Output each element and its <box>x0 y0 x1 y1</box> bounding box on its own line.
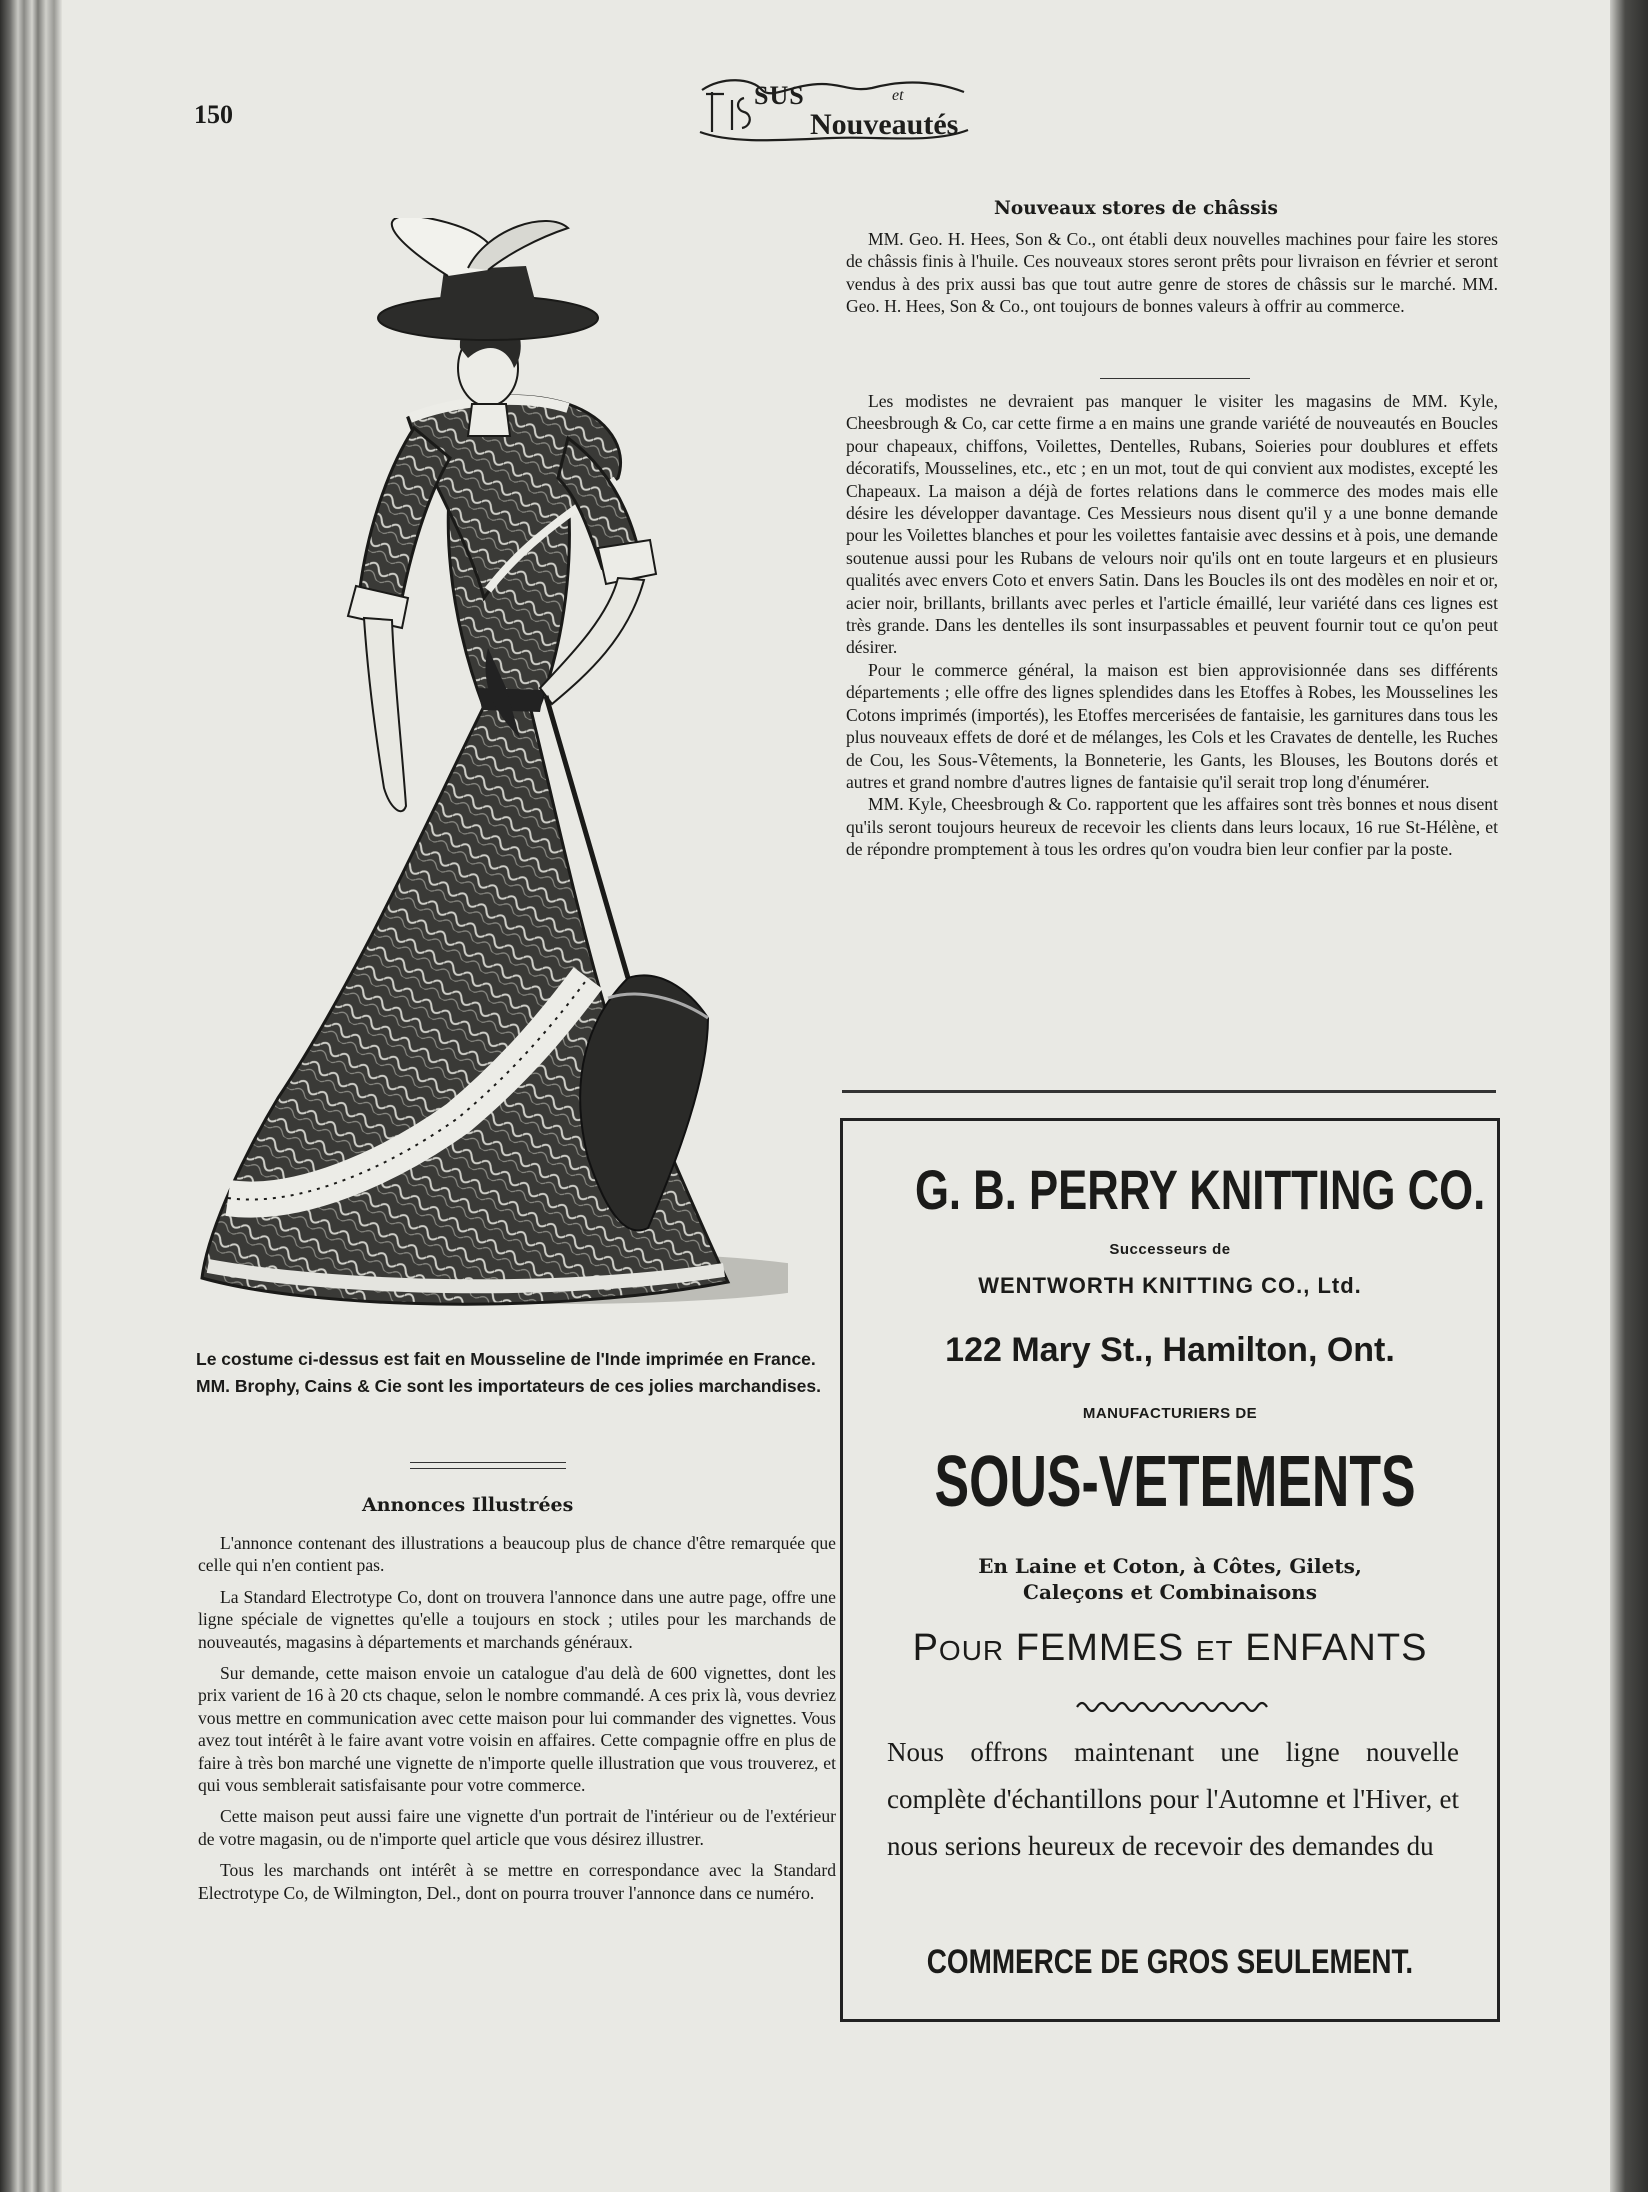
divider <box>842 1090 1496 1093</box>
ad-materials-line: Caleçons et Combinaisons <box>1023 1580 1317 1604</box>
ad-manufacturiers: MANUFACTURIERS DE <box>1082 1405 1258 1422</box>
paragraph: MM. Kyle, Cheesbrough & Co. rapportent que les affaires sont très bonnes et nous disent qu'ils seront toujours heureux de recevoir les clients dans leurs locaux, 16 rue St-Hélène, et de répondre promptement à tous les ordres qu'on voudra bien leur confier par la poste. <box>846 794 1498 860</box>
stores-heading: Nouveaux stores de châssis <box>994 198 1278 219</box>
paragraph: Cette maison peut aussi faire une vignette d'un portrait de l'intérieur ou de l'extérieur de votre magasin, ou de n'importe quel article que vous désirez illustrer. <box>198 1806 836 1849</box>
ad-materials-line: En Laine et Coton, à Côtes, Gilets, <box>978 1554 1362 1578</box>
ad-audience <box>843 1627 1497 1670</box>
ad-offer-text: Nous offrons maintenant une ligne nouvelle complète d'échantillons pour l'Automne et l'Hiver, et nous serions heureux de recevoir des demandes du <box>887 1737 1459 1861</box>
ad-enfants: ENFANTS <box>1245 1627 1428 1669</box>
masthead-logo <box>692 70 974 152</box>
annonces-heading: Annonces Illustrées <box>362 1494 574 1516</box>
paragraph: L'annonce contenant des illustrations a beaucoup plus de chance d'être remarquée que celle qui n'en contient pas. <box>198 1533 836 1576</box>
ad-product: SOUS-VETEMENTS <box>934 1442 1416 1522</box>
ad-predecessor: WENTWORTH KNITTING CO., Ltd. <box>978 1273 1362 1298</box>
ad-materials <box>843 1553 1497 1605</box>
ad-femmes: FEMMES <box>1015 1627 1185 1669</box>
paragraph: Les modistes ne devraient pas manquer le visiter les magasins de MM. Kyle, Cheesbrough & Co, car cette firme a en mains une grande variété de nouveautés en Boucles pour chapeaux, chiffons, Voilettes, Dentelles, Rubans, Soieries pour doublures et effets décoratifs, Mousselines, etc., etc ; en un mot, tout de qui convient aux modistes, excepté les Chapeaux. La maison a déjà de fortes relations dans le commerce des modes mais elle désire les développer davantage. Ces Messieurs nous disent qu'il y a une bonne demande pour les Voilettes blanches et pour les voilettes fantaisie avec dessins et à pois, une demande soutenue aussi pour les Rubans de velours noir qu'ils ont en toute largeurs et en plusieurs qualités avec envers Coto et envers Satin. Dans les Boucles ils ont des modèles en noir et or, acier noir, brillants, brillants avec perles et l'article émaillé, leur variété dans ces lignes est très grande. Dans les dentelles ils sont insurpassables et peuvent fournir tout ce qu'on peut désirer. <box>846 391 1498 658</box>
ornament-divider <box>1075 1699 1271 1715</box>
svg-text:SUS: SUS <box>754 81 805 110</box>
ad-successeurs: Successeurs de <box>1109 1241 1231 1258</box>
ad-pour-rest: OUR <box>938 1635 1005 1666</box>
fashion-illustration <box>188 218 788 1326</box>
paragraph: Pour le commerce général, la maison est bien approvisionnée dans ses différents départements ; elle offre des lignes splendides dans les Etoffes à Robes, les Mousselines les Cotons imprimés (importés), les Etoffes mercerisées de fantaisie, les garnitures dans tous les plus nouveaux effets de doré et de mélanges, les Cols et les Cravates de dentelle, les Ruches de Cou, les Sous-Vêtements, la Bonneterie, les Gants, les Blouses, les Boutons dorés et autres et grand nombre d'autres lignes de fantaisie qu'il serait trop long d'énumérer. <box>846 659 1498 792</box>
ad-et: ET <box>1195 1635 1234 1666</box>
illustration-caption: Le costume ci-dessus est fait en Mousseline de l'Inde imprimée en France. MM. Brophy, Cains & Cie sont les importateurs de ces jolies marchandises. <box>196 1349 821 1396</box>
ad-closing: COMMERCE DE GROS SEULEMENT. <box>926 1943 1414 1981</box>
paragraph: MM. Geo. H. Hees, Son & Co., ont établi deux nouvelles machines pour faire les stores de châssis finis à l'huile. Ces nouveaux stores seront prêts pour livraison en février et seront vendus à des prix aussi bas que tout autre genre de stores de châssis sur le marché. MM. Geo. H. Hees, Son & Co., ont toujours de bonnes valeurs à offrir au commerce. <box>846 229 1498 317</box>
kyle-article <box>846 390 1498 861</box>
ad-company-name: G. B. PERRY KNITTING CO. <box>914 1158 1486 1221</box>
perry-knitting-advertisement <box>840 1118 1500 2022</box>
paragraph: Sur demande, cette maison envoie un catalogue d'au delà de 600 vignettes, dont les prix varient de 16 à 20 cts chaque, selon le nombre commandé. A ces prix là, vous devriez vous mettre en communication avec cette maison pour lui commander des vignettes. Vous avez tout intérêt à le faire avant votre voisin en affaires. Cette compagnie offre en plus de faire à très bon marché une vignette de n'importe quelle illustration que vous trouverez, et qui vous semblerait satisfaisante pour votre commerce. <box>198 1663 836 1796</box>
svg-text:Nouveautés: Nouveautés <box>810 108 959 141</box>
paragraph: La Standard Electrotype Co, dont on trouvera l'annonce dans une autre page, offre une ligne spéciale de vignettes qu'elle a toujours en stock ; utiles pour les marchands de nouveautés, magasins à départements et marchands généraux. <box>198 1586 836 1652</box>
book-binding <box>0 0 68 2192</box>
page-edge <box>1610 0 1648 2192</box>
ad-pour-initial: P <box>912 1627 939 1669</box>
ad-address: 122 Mary St., Hamilton, Ont. <box>945 1331 1395 1369</box>
annonces-article <box>198 1532 836 1913</box>
svg-text:et: et <box>892 87 904 104</box>
page-number: 150 <box>194 100 233 129</box>
paragraph: Tous les marchands ont intérêt à se mettre en correspondance avec la Standard Electrotype Co, de Wilmington, Del., dont on pourra trouver l'annonce dans ce numéro. <box>198 1860 836 1903</box>
divider <box>410 1462 566 1469</box>
stores-article <box>846 228 1498 318</box>
divider <box>1100 378 1250 379</box>
